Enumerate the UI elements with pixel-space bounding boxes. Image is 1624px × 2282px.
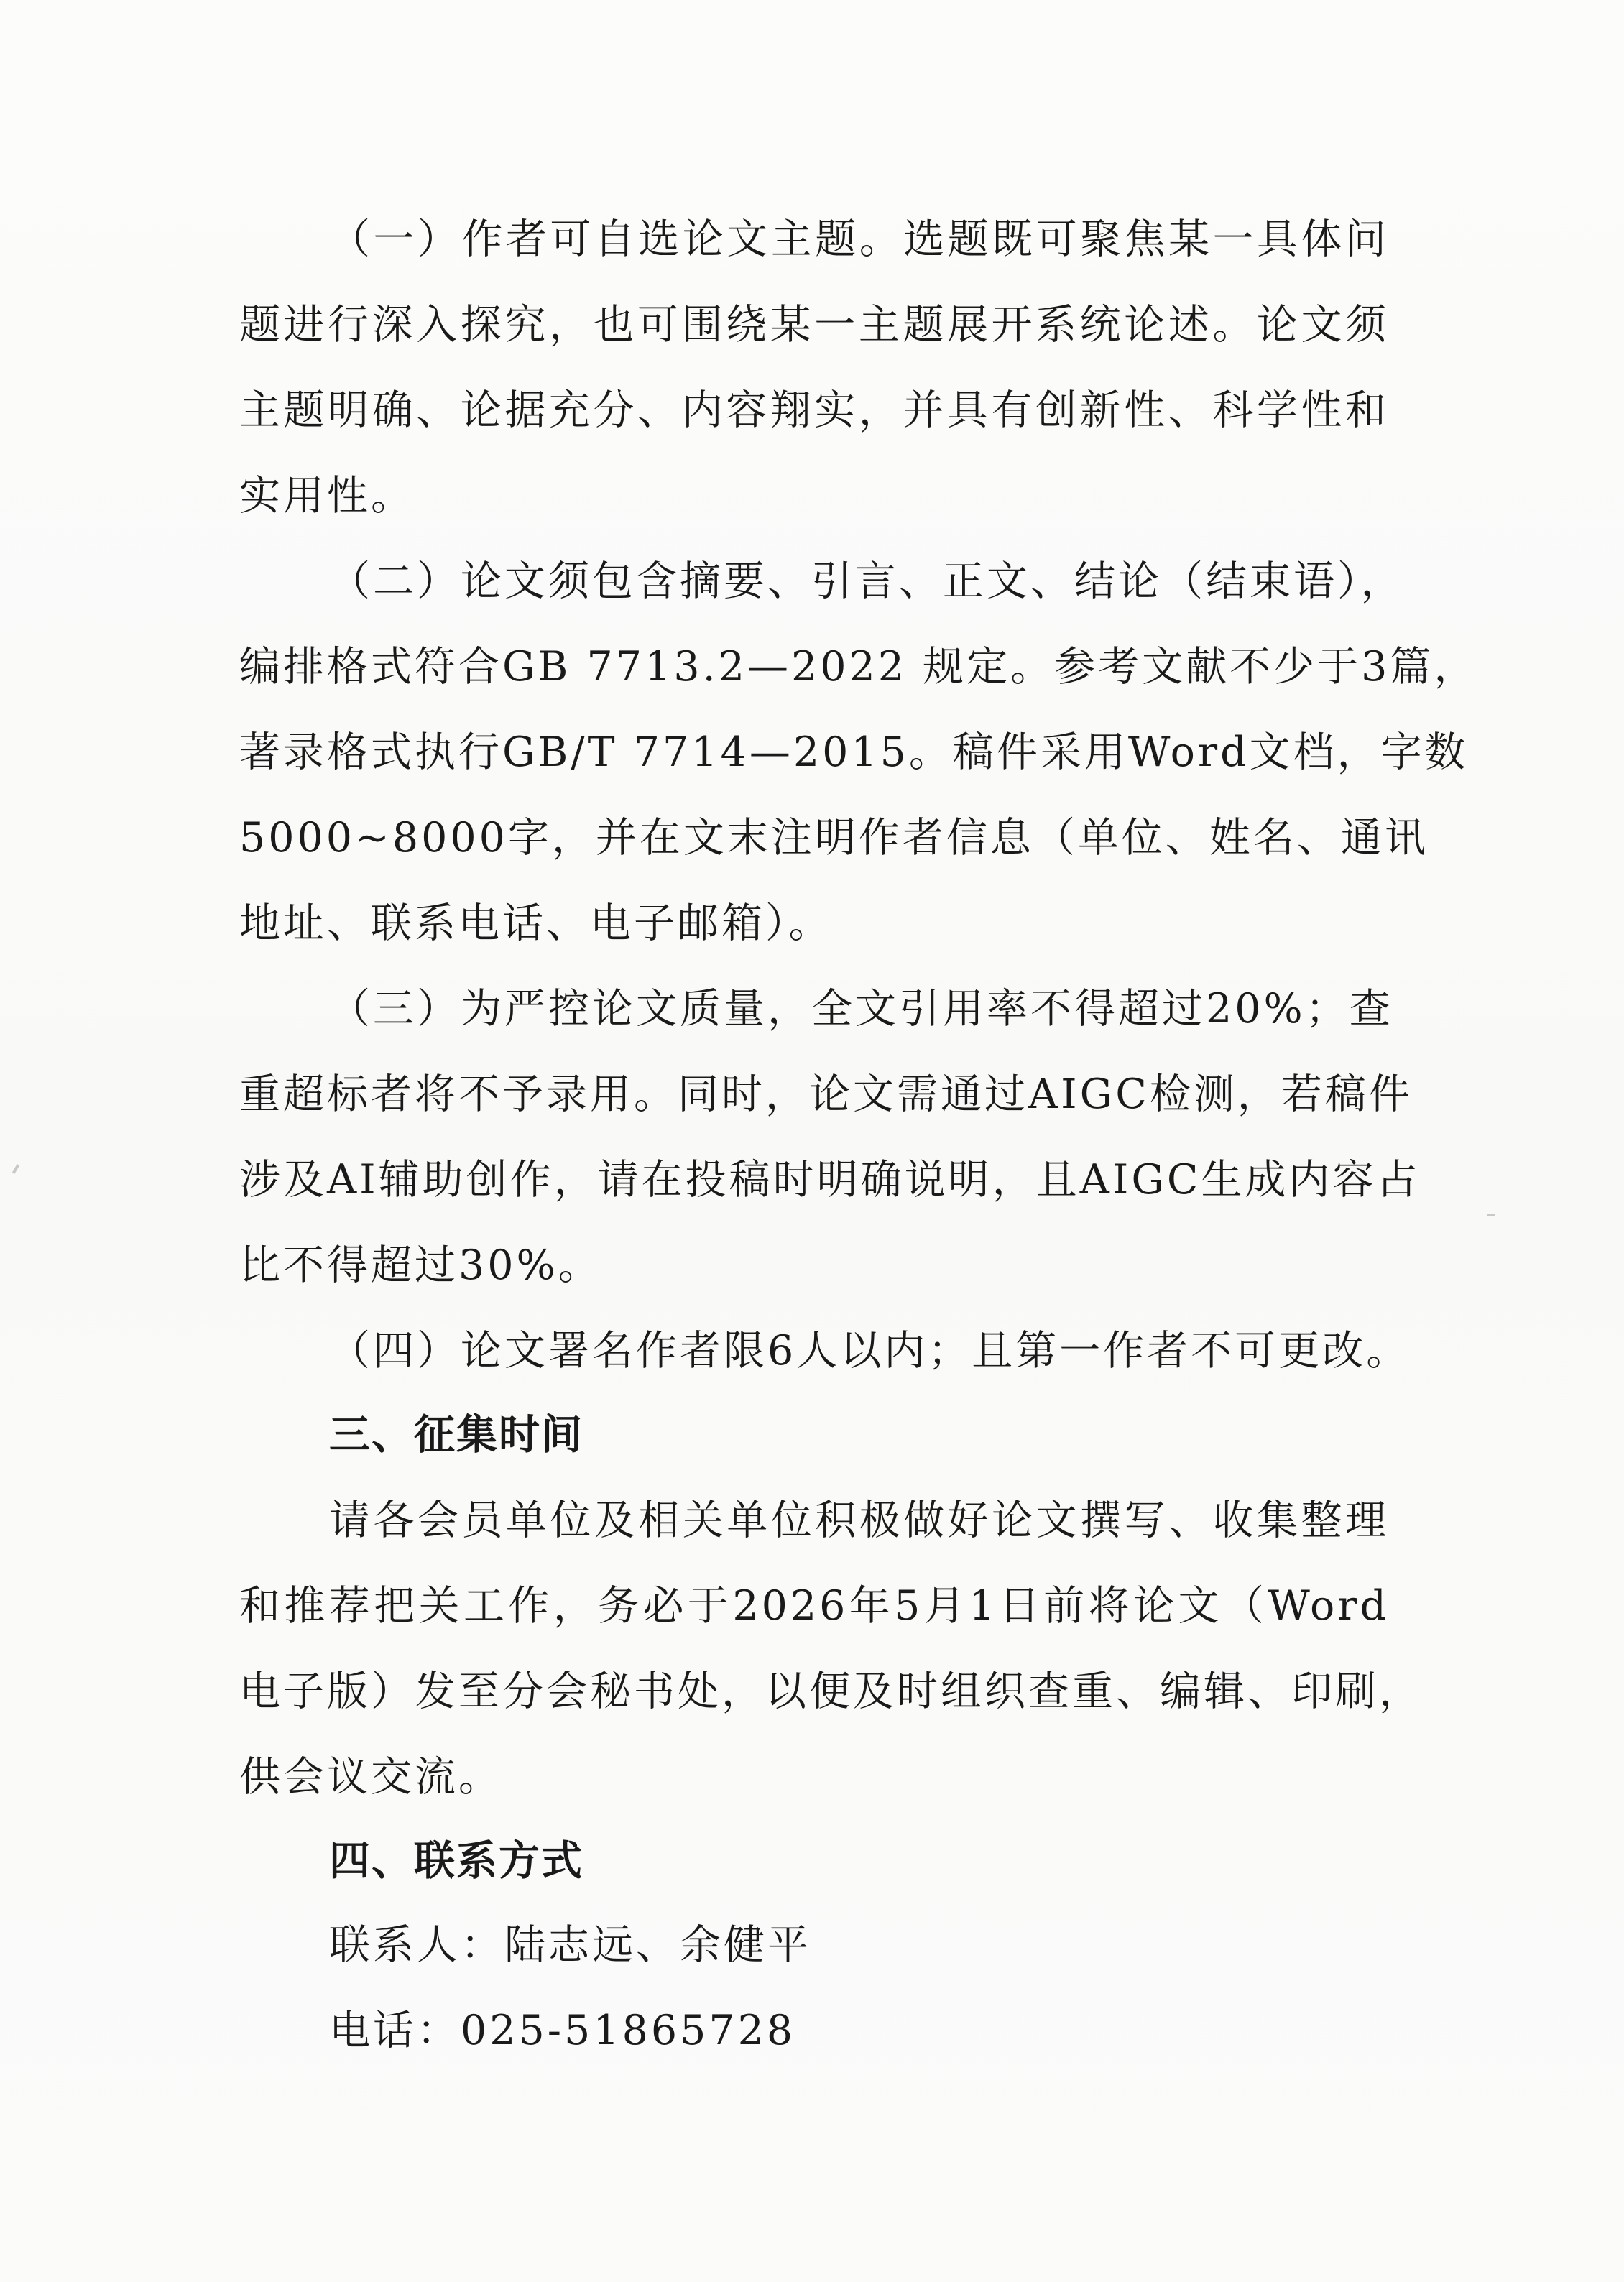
section3-line1: 请各会员单位及相关单位积极做好论文撰写、收集整理 <box>329 1497 1389 1544</box>
para3-line4: 比不得超过30%。 <box>239 1242 602 1289</box>
scan-speck <box>1487 1214 1495 1216</box>
para3-line2: 重超标者将不予录用。同时，论文需通过AIGC检测，若稿件 <box>239 1071 1413 1118</box>
section3-heading: 三、征集时间 <box>329 1411 583 1459</box>
para1-line3: 主题明确、论据充分、内容翔实，并具有创新性、科学性和 <box>239 387 1389 434</box>
section3-line2: 和推荐把关工作，务必于2026年5月1日前将论文（Word <box>239 1582 1389 1630</box>
scan-speck <box>12 1164 19 1174</box>
para2-line3: 著录格式执行GB/T 7714—2015。稿件采用Word文档，字数 <box>239 729 1469 776</box>
para2-line4: 5000~8000字，并在文末注明作者信息（单位、姓名、通讯 <box>239 814 1429 861</box>
para1-line4: 实用性。 <box>239 472 415 519</box>
para2-line1: （二）论文须包含摘要、引言、正文、结论（结束语）， <box>329 558 1405 605</box>
section3-line4: 供会议交流。 <box>239 1753 502 1801</box>
para1-line2: 题进行深入探究，也可围绕某一主题展开系统论述。论文须 <box>239 301 1389 348</box>
para4-line1: （四）论文署名作者限6人以内；且第一作者不可更改。 <box>329 1327 1411 1375</box>
para2-line2: 编排格式符合GB 7713.2—2022 规定。参考文献不少于3篇， <box>239 643 1478 690</box>
para3-line3: 涉及AI辅助创作，请在投稿时明确说明，且AIGC生成内容占 <box>239 1156 1421 1204</box>
contact-phone: 电话：025-51865728 <box>329 2007 796 2054</box>
para3-line1: （三）为严控论文质量，全文引用率不得超过20%；查 <box>329 985 1393 1033</box>
section3-line3: 电子版）发至分会秘书处，以便及时组织查重、编辑、印刷， <box>239 1668 1423 1715</box>
para2-line5: 地址、联系电话、电子邮箱）。 <box>239 900 833 947</box>
contact-persons: 联系人：陆志远、余健平 <box>329 1921 811 1969</box>
section4-heading: 四、联系方式 <box>329 1837 583 1885</box>
para1-line1: （一）作者可自选论文主题。选题既可聚焦某一具体问 <box>329 216 1389 263</box>
